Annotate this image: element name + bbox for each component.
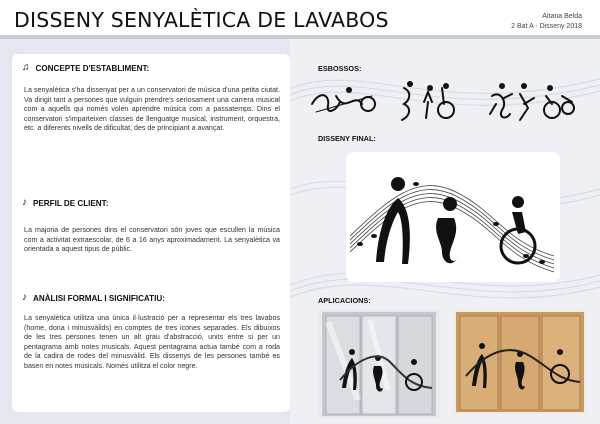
applications-label: APLICACIONS: xyxy=(318,296,371,305)
section-body-concept: La senyalètica s'ha dissenyat per a un conservatori de música d'una petita ciutat. Va dirigit tant a persones que vulguin prendre's seriosament una carrera musical com a aquells qui només volen aprendre música com a passatemps. Dins el conservatori s'imparteixen classes de llenguatge musical, instrument, orquestra, etc. a diferents nivells de dificultat, des de principiant a avançat. xyxy=(24,86,280,133)
application-photo-grey-doors xyxy=(318,310,440,418)
course-info: 2 Bat A - Disseny 2018 xyxy=(511,23,582,30)
music-note xyxy=(371,234,377,238)
section-body-client: La majoria de persones dins el conservatori són joves que escullen la música com a activitat extraescolar, de 6 a 16 anys aproximadament. La senyalètica va orientada a aquest tipus de públic. xyxy=(24,226,280,254)
final-design-label: DISSENY FINAL: xyxy=(318,134,376,143)
music-note xyxy=(357,242,363,246)
application-photo-wood-doors xyxy=(454,310,586,414)
double-eighth-note-icon: ♫ xyxy=(22,62,30,73)
section-body-analysis: La senyalètica utilitza una única il·lustració per a representar els tres lavabos (home, dona i minusvàlids) en comptes de tres icones separades. Els dibuixos de les tres persones tenen un alt grau d'abstracció, units entre si per un pentagrama amb notes musicals. Aquest pentagrama actua també com a roda de la cadira de rodes del minusvàlid. Els dissenys de les persones també es basen en notes musicals. Només utilitza el color negre. xyxy=(24,314,280,370)
music-note xyxy=(523,254,529,258)
sketches-label: ESBOSSOS: xyxy=(318,64,362,73)
page-title: DISSENY SENYALÈTICA DE LAVABOS xyxy=(14,8,389,32)
music-note xyxy=(413,182,419,186)
section-heading-concept xyxy=(22,63,149,73)
final-design-figure xyxy=(346,152,560,282)
section-heading-client xyxy=(22,198,108,208)
eighth-note-icon: ♪ xyxy=(22,197,27,208)
section-heading-text: PERFIL DE CLIENT: xyxy=(33,198,109,208)
sketch-wheel xyxy=(361,97,375,111)
man-head xyxy=(391,177,405,191)
woman-head xyxy=(443,197,457,211)
wheelchair-user-head xyxy=(512,196,524,208)
author-name: Aitana Belda xyxy=(542,13,582,20)
music-note xyxy=(493,222,499,226)
eighth-note-icon: ♪ xyxy=(22,292,27,303)
section-heading-analysis xyxy=(22,293,165,303)
section-heading-text: ANÀLISI FORMAL I SIGNIFICATIU: xyxy=(33,293,165,303)
author-block xyxy=(462,12,582,32)
music-note xyxy=(539,260,545,264)
sketch-head xyxy=(346,87,352,93)
woman-body xyxy=(436,218,458,263)
sketches-figure xyxy=(306,74,588,126)
section-heading-text: CONCEPTE D'ESTABLIMENT: xyxy=(35,63,150,73)
